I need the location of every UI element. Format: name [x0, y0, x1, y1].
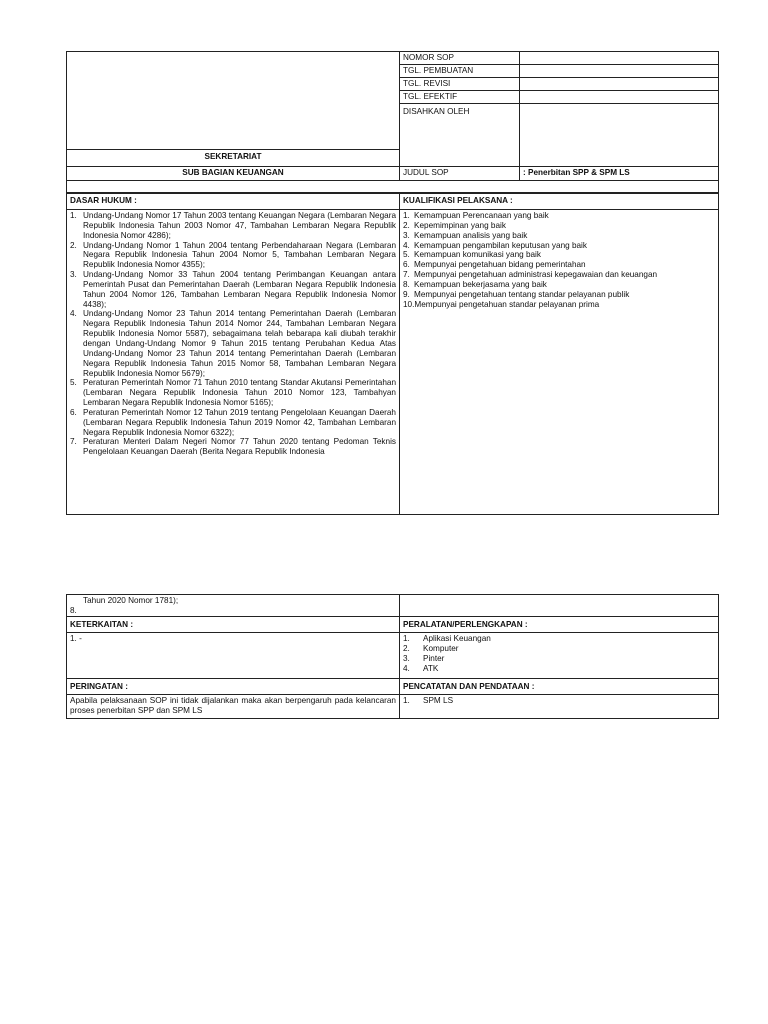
- tgl-revisi-value: [520, 78, 719, 91]
- dasar-hukum-item: [70, 270, 396, 309]
- dasar-hukum-item-number: 2.: [70, 240, 77, 250]
- dasar-hukum-item-text: Peraturan Pemerintah Nomor 71 Tahun 2010 tentang Standar Akutansi Pemerintahan (Lembaran Negara Republik Indonesia Tahun 2010 Nomor 123, Tambahyan Lembaran Negara Republik Indonesia Nomor 5165);: [83, 378, 396, 408]
- dasar-hukum-item-number: 3.: [70, 270, 77, 280]
- peringatan-title: PERINGATAN :: [67, 679, 400, 695]
- kualifikasi-item-number: 1.: [403, 211, 410, 220]
- dasar-hukum-cell: [67, 210, 400, 515]
- peralatan-item: [403, 634, 715, 644]
- kualifikasi-item-text: Kemampuan bekerjasama yang baik: [414, 279, 547, 289]
- judul-sop-value: : Penerbitan SPP & SPM LS: [520, 167, 719, 181]
- dasar-hukum-item: [70, 309, 396, 378]
- kualifikasi-item-text: Mempunyai pengetahuan tentang standar pelayanan publik: [414, 289, 630, 299]
- peralatan-item-number: 4.: [403, 663, 410, 673]
- kualifikasi-item-text: Kemampuan Perencanaan yang baik: [414, 211, 549, 220]
- kualifikasi-title: KUALIFIKASI PELAKSANA :: [400, 194, 719, 210]
- sop-header-table: [66, 51, 719, 193]
- keterkaitan-cell: [67, 633, 400, 679]
- kualifikasi-item: [403, 221, 715, 231]
- pencatatan-title: PENCATATAN DAN PENDATAAN :: [400, 679, 719, 695]
- dasar-hukum-item: [70, 211, 396, 241]
- judul-sop-label: JUDUL SOP: [400, 167, 520, 181]
- dasar-hukum-item-number: 1.: [70, 211, 77, 220]
- pencatatan-item-text: SPM LS: [423, 696, 454, 705]
- peralatan-list: [403, 634, 715, 673]
- kualifikasi-item: [403, 300, 715, 310]
- peralatan-item: [403, 654, 715, 664]
- dasar-hukum-item-number: 4.: [70, 309, 77, 319]
- pencatatan-cell: [400, 695, 719, 719]
- pencatatan-item: [403, 696, 715, 706]
- peralatan-item: [403, 644, 715, 654]
- tgl-revisi-label: TGL. REVISI: [400, 78, 520, 91]
- kualifikasi-item: [403, 241, 715, 251]
- dasar-hukum-item-text: Undang-Undang Nomor 33 Tahun 2004 tentang Perimbangan Keuangan antara Pemerintah Pusat dan Pemerintahan Daerah (Lembaran Negara Republik Indonesia Tahun 2004 Nomor 126, Tambahan Lembaran Negara Republik Indonesia Nomor 4438);: [83, 270, 396, 309]
- kualifikasi-list: [403, 211, 715, 309]
- dasar-hukum-item-text: Undang-Undang Nomor 1 Tahun 2004 tentang Perbendaharaan Negara (Lembaran Negara Republik Indonesia Tahun 2004 Nomor 5, Tambahan Lembaran Negara Republik Indonesia Nomor 4355);: [83, 240, 396, 270]
- kualifikasi-item-number: 10.: [403, 299, 415, 309]
- dasar-hukum-item-text: Undang-Undang Nomor 17 Tahun 2003 tentang Keuangan Negara (Lembaran Negara Republik Indonesia Tahun 2003 Nomor 47, Tambahan Lembaran Negara Republik Indonesia Nomor 4286);: [83, 211, 396, 240]
- dasar-hukum-item-number: 7.: [70, 437, 77, 447]
- kualifikasi-item-number: 5.: [403, 250, 410, 260]
- kualifikasi-item: [403, 211, 715, 221]
- peralatan-item-number: 1.: [403, 634, 410, 643]
- peralatan-item-text: Komputer: [423, 643, 459, 653]
- kualifikasi-item-number: 6.: [403, 260, 410, 270]
- dasar-hukum-item-text: Undang-Undang Nomor 23 Tahun 2014 tentang Pemerintahan Daerah (Lembaran Negara Republik Indonesia Tahun 2014 Nomor 244, Tambahan Lembaran Negara Republik Indonesia Nomor 5587), sebagaimana telah bebarapa kali diubah terakhir dengan Undang-Undang Nomor 9 Tahun 2015 tentang Perubahan Kedua Atas Undang-Undang Nomor 23 Tahun 2014 tentang Pemerintahan Daerah (Lembaran Negara Republik Indonesia Tahun 2015 Nomor 58, Tambahan Lembaran Negara Republik Indonesia Nomor 5679);: [83, 309, 396, 378]
- dasar-hukum-list: [70, 211, 396, 457]
- kualifikasi-item: [403, 270, 715, 280]
- kualifikasi-item-text: Kemampuan pengambilan keputusan yang baik: [414, 240, 587, 250]
- kualifikasi-item: [403, 260, 715, 270]
- kualifikasi-item: [403, 290, 715, 300]
- keterkaitan-item: 1. -: [70, 634, 82, 643]
- kualifikasi-item: [403, 280, 715, 290]
- kualifikasi-item-number: 2.: [403, 220, 410, 230]
- dasar-hukum-item-8: 8.: [70, 605, 77, 615]
- peringatan-cell: [67, 695, 400, 719]
- pencatatan-list: [403, 696, 715, 706]
- kualifikasi-continuation-cell: [400, 595, 719, 617]
- kualifikasi-item-text: Kemampuan analisis yang baik: [414, 230, 528, 240]
- kualifikasi-item-number: 9.: [403, 289, 410, 299]
- peralatan-item-text: Pinter: [423, 653, 445, 663]
- kualifikasi-cell: [400, 210, 719, 515]
- tgl-efektif-value: [520, 91, 719, 104]
- kualifikasi-item-text: Kepemimpinan yang baik: [414, 220, 506, 230]
- keterkaitan-title: KETERKAITAN :: [67, 617, 400, 633]
- kualifikasi-item-number: 8.: [403, 279, 410, 289]
- kualifikasi-item-text: Mempunyai pengetahuan administrasi kepegawaian dan keuangan: [414, 270, 658, 280]
- dasar-hukum-item-text: Peraturan Pemerintah Nomor 12 Tahun 2019 tentang Pengelolaan Keuangan Daerah (Lembaran Negara Republik Indonesia Tahun 2019 Nomor 42, Tambahan Lembaran Negara Republik Indonesia Nomor 6322);: [83, 407, 396, 437]
- nomor-sop-value: [520, 52, 719, 65]
- kualifikasi-item-number: 4.: [403, 240, 410, 250]
- kualifikasi-item-text: Kemampuan komunikasi yang baik: [414, 250, 541, 260]
- peralatan-item: [403, 664, 715, 674]
- unit-name: SEKRETARIAT: [67, 150, 400, 167]
- dasar-hukum-title: DASAR HUKUM :: [67, 194, 400, 210]
- spacer-row: [67, 181, 719, 193]
- disahkan-oleh-value: [520, 104, 719, 167]
- dasar-hukum-item-number: 6.: [70, 407, 77, 417]
- dasar-hukum-continuation: Tahun 2020 Nomor 1781);: [83, 596, 179, 605]
- kualifikasi-item-number: 7.: [403, 270, 410, 280]
- pencatatan-item-number: 1.: [403, 696, 410, 705]
- tgl-pembuatan-label: TGL. PEMBUATAN: [400, 65, 520, 78]
- sub-unit-name: SUB BAGIAN KEUANGAN: [67, 167, 400, 181]
- dasar-hukum-item-number: 5.: [70, 378, 77, 388]
- sop-continuation-table: [66, 594, 719, 719]
- peralatan-title: PERALATAN/PERLENGKAPAN :: [400, 617, 719, 633]
- tgl-pembuatan-value: [520, 65, 719, 78]
- peralatan-item-number: 2.: [403, 643, 410, 653]
- kualifikasi-item-number: 3.: [403, 230, 410, 240]
- kualifikasi-item-text: Mempunyai pengetahuan bidang pemerintahan: [414, 260, 586, 270]
- dasar-hukum-item-text: Peraturan Menteri Dalam Negeri Nomor 77 Tahun 2020 tentang Pedoman Teknis Pengelolaan Keuangan Daerah (Berita Negara Republik Indonesia: [83, 437, 396, 457]
- dasar-hukum-item: [70, 408, 396, 438]
- peringatan-text: Apabila pelaksanaan SOP ini tidak dijalankan maka akan berpengaruh pada kelancaran proses penerbitan SPP dan SPM LS: [70, 696, 396, 715]
- kualifikasi-item: [403, 250, 715, 260]
- disahkan-oleh-label: DISAHKAN OLEH: [400, 104, 520, 167]
- kualifikasi-item: [403, 231, 715, 241]
- peralatan-cell: [400, 633, 719, 679]
- logo-area: [67, 52, 400, 150]
- dasar-hukum-item: [70, 241, 396, 271]
- tgl-efektif-label: TGL. EFEKTIF: [400, 91, 520, 104]
- sop-main-table: [66, 193, 719, 515]
- peralatan-item-number: 3.: [403, 653, 410, 663]
- nomor-sop-label: NOMOR SOP: [400, 52, 520, 65]
- dasar-hukum-item: [70, 378, 396, 408]
- peralatan-item-text: ATK: [423, 663, 439, 673]
- kualifikasi-item-text: Mempunyai pengetahuan standar pelayanan prima: [414, 299, 600, 309]
- dasar-hukum-item: [70, 437, 396, 457]
- dasar-hukum-continuation-cell: [67, 595, 400, 617]
- peralatan-item-text: Aplikasi Keuangan: [423, 634, 491, 643]
